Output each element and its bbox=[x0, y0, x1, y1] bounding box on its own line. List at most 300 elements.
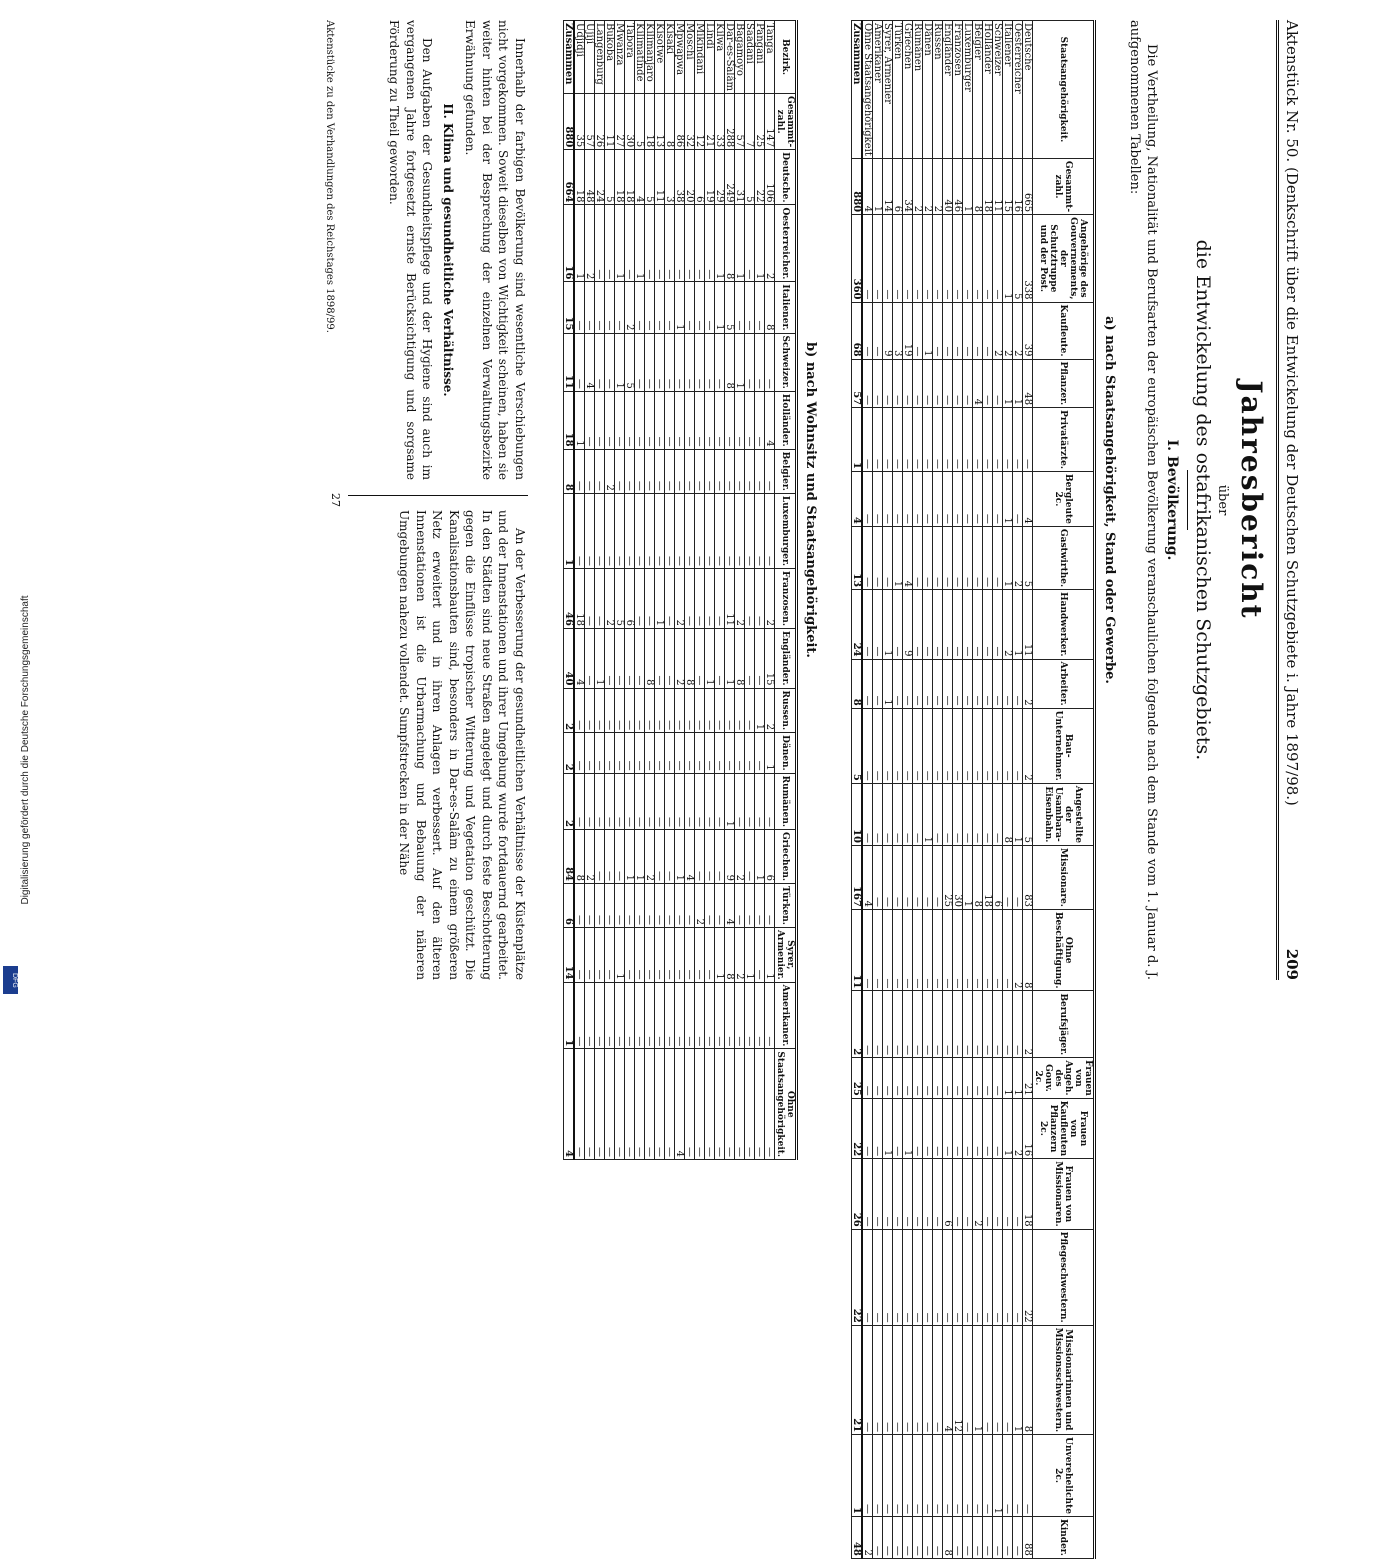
column-header: Unverehelichte 2c. bbox=[1033, 1435, 1095, 1517]
table-cell: — bbox=[973, 1098, 983, 1158]
table-cell: 2 bbox=[1013, 526, 1023, 589]
table-row bbox=[963, 21, 973, 1559]
table-cell: — bbox=[873, 1229, 883, 1325]
table-cell: — bbox=[913, 659, 923, 708]
table-cell: 1 bbox=[973, 1325, 983, 1434]
table-cell: — bbox=[615, 628, 625, 688]
table-cell: — bbox=[1003, 909, 1013, 991]
table-cell: 25 bbox=[943, 846, 953, 910]
row-label: Syrer, Armenier bbox=[883, 21, 893, 159]
table-cell: — bbox=[963, 783, 973, 845]
table-cell: — bbox=[755, 449, 765, 493]
table-cell: — bbox=[883, 991, 893, 1058]
table-cell: — bbox=[983, 590, 993, 659]
table-cell: 1 bbox=[735, 205, 745, 282]
table-cell: 1 bbox=[615, 205, 625, 282]
table-cell: — bbox=[665, 1049, 675, 1160]
table-cell: — bbox=[873, 1325, 883, 1434]
table-cell: — bbox=[695, 493, 705, 568]
table-cell: 27 bbox=[615, 94, 625, 150]
table-cell: — bbox=[635, 333, 645, 391]
table-cell: — bbox=[585, 1049, 595, 1160]
table-cell: — bbox=[913, 783, 923, 845]
table-cell: — bbox=[862, 708, 873, 783]
table-cell: — bbox=[963, 1229, 973, 1325]
table-cell: — bbox=[893, 1229, 903, 1325]
table-cell: — bbox=[903, 215, 913, 302]
row-label: Rumänen bbox=[913, 21, 923, 159]
table-cell: — bbox=[983, 1058, 993, 1099]
column-header: Russen. bbox=[775, 688, 797, 733]
table-cell: — bbox=[862, 302, 873, 359]
table-cell: 8 bbox=[665, 94, 675, 150]
table-cell: — bbox=[923, 215, 933, 302]
table-cell: 2 bbox=[1003, 590, 1013, 659]
table-cell: — bbox=[635, 982, 645, 1049]
table-cell: — bbox=[675, 205, 685, 282]
table-cell: — bbox=[1003, 408, 1013, 472]
table-cell: — bbox=[645, 927, 655, 982]
table-cell: 6 bbox=[625, 569, 635, 629]
table-cell: — bbox=[862, 215, 873, 302]
table-cell: — bbox=[735, 282, 745, 333]
table-cell: — bbox=[963, 471, 973, 526]
table-cell: — bbox=[735, 884, 745, 928]
row-label: Franzosen bbox=[953, 21, 963, 159]
table-cell: 8 bbox=[1023, 1325, 1033, 1434]
table-cell: — bbox=[873, 846, 883, 910]
table-cell: — bbox=[953, 991, 963, 1058]
table-cell: — bbox=[755, 282, 765, 333]
table-cell: — bbox=[745, 493, 755, 568]
table-cell: 5 bbox=[605, 150, 615, 205]
table-cell: 18 bbox=[983, 158, 993, 214]
table-row bbox=[913, 21, 923, 1559]
table-cell: — bbox=[595, 688, 605, 733]
table-cell: — bbox=[913, 590, 923, 659]
table-cell: — bbox=[893, 1058, 903, 1099]
table-cell: — bbox=[745, 884, 755, 928]
table-cell: 1 bbox=[1013, 783, 1023, 845]
column-header: Angestellte der Usambara-Eisenbahn. bbox=[1033, 783, 1095, 845]
table-cell: — bbox=[665, 628, 675, 688]
table-cell: — bbox=[615, 391, 625, 449]
row-label: Luxemburger bbox=[963, 21, 973, 159]
table-cell: — bbox=[993, 590, 1003, 659]
table-cell: — bbox=[862, 1159, 873, 1229]
table-cell: — bbox=[862, 471, 873, 526]
total-cell: 46 bbox=[564, 569, 575, 629]
table-cell: — bbox=[755, 927, 765, 982]
table-cell: — bbox=[913, 1098, 923, 1158]
column-header: Oesterreicher. bbox=[775, 205, 797, 282]
table-cell: — bbox=[862, 408, 873, 472]
row-label: Belgier bbox=[973, 21, 983, 159]
table-cell: — bbox=[745, 733, 755, 774]
table-cell: — bbox=[943, 659, 953, 708]
table-cell: — bbox=[735, 982, 745, 1049]
table-cell: — bbox=[1013, 708, 1023, 783]
table-cell: — bbox=[993, 1098, 1003, 1158]
table-cell: — bbox=[574, 282, 585, 333]
table-cell: 1 bbox=[963, 158, 973, 214]
row-label: Moschi bbox=[685, 21, 695, 94]
table-cell: — bbox=[903, 659, 913, 708]
table-cell: 2 bbox=[735, 569, 745, 629]
table-cell: — bbox=[933, 302, 943, 359]
table-cell: 2 bbox=[1013, 1098, 1023, 1158]
table-cell: — bbox=[574, 982, 585, 1049]
table-cell: — bbox=[735, 688, 745, 733]
table-cell: — bbox=[983, 359, 993, 408]
table-cell: — bbox=[665, 927, 675, 982]
table-b-caption: b) nach Wohnsitz und Staatsangehörigkeit. bbox=[803, 342, 818, 658]
table-cell: 2 bbox=[735, 830, 745, 884]
table-cell: — bbox=[923, 1435, 933, 1517]
table-cell: 11 bbox=[993, 158, 1003, 214]
table-cell: — bbox=[943, 590, 953, 659]
table-cell: — bbox=[635, 282, 645, 333]
table-cell: — bbox=[923, 991, 933, 1058]
table-cell: — bbox=[665, 982, 675, 1049]
column-header: Bezirk. bbox=[775, 21, 797, 94]
table-cell: — bbox=[862, 1229, 873, 1325]
table-row bbox=[983, 21, 993, 1559]
table-cell: — bbox=[873, 526, 883, 589]
table-cell: — bbox=[943, 215, 953, 302]
table-cell: — bbox=[873, 1058, 883, 1099]
table-cell: — bbox=[645, 333, 655, 391]
table-cell: — bbox=[933, 991, 943, 1058]
table-cell: — bbox=[963, 1058, 973, 1099]
table-cell: 86 bbox=[675, 94, 685, 150]
table-cell: 4 bbox=[765, 391, 775, 449]
table-cell: — bbox=[735, 493, 745, 568]
table-cell: 18 bbox=[574, 150, 585, 205]
total-cell: 84 bbox=[564, 830, 575, 884]
table-cell: — bbox=[705, 205, 715, 282]
table-cell: — bbox=[665, 333, 675, 391]
table-cell: — bbox=[735, 449, 745, 493]
table-cell: — bbox=[1003, 1159, 1013, 1229]
table-row bbox=[585, 21, 595, 1160]
table-cell: 1 bbox=[873, 158, 883, 214]
table-row bbox=[862, 21, 873, 1559]
table-cell: — bbox=[963, 909, 973, 991]
table-cell: — bbox=[923, 359, 933, 408]
table-cell: — bbox=[1013, 1159, 1023, 1229]
table-cell: 6 bbox=[893, 158, 903, 214]
table-cell: — bbox=[893, 708, 903, 783]
table-cell: — bbox=[983, 1325, 993, 1434]
table-cell: — bbox=[953, 1058, 963, 1099]
running-header-title: Aktenstück Nr. 50. (Denkschrift über die Entwickelung der Deutschen Schutzgebiete i. Jahre 1897/98.) bbox=[1283, 20, 1301, 806]
table-cell: — bbox=[665, 449, 675, 493]
table-cell: 3 bbox=[665, 150, 675, 205]
table-cell: 1 bbox=[574, 391, 585, 449]
table-cell: — bbox=[605, 773, 615, 829]
table-cell: — bbox=[685, 982, 695, 1049]
table-cell: 1 bbox=[755, 830, 765, 884]
table-cell: — bbox=[973, 708, 983, 783]
table-cell: — bbox=[983, 1229, 993, 1325]
table-cell: — bbox=[574, 449, 585, 493]
table-cell: — bbox=[615, 449, 625, 493]
table-cell: — bbox=[615, 688, 625, 733]
table-cell: — bbox=[705, 282, 715, 333]
table-cell: 5 bbox=[635, 94, 645, 150]
table-cell: — bbox=[873, 471, 883, 526]
total-cell: 18 bbox=[564, 391, 575, 449]
table-row bbox=[973, 21, 983, 1559]
table-cell: — bbox=[893, 1435, 903, 1517]
paragraph-colored-population: Innerhalb der farbigen Bevölkerung sind wesentliche Verschiebungen nicht vorgekommen. Soweit dieselben von Wichtigkeit scheinen, haben sie weiter hinten bei der Besprechung der einzelnen Verwaltungsbezirke Erwähnung gefunden. bbox=[463, 20, 527, 480]
table-cell: 5 bbox=[615, 569, 625, 629]
table-cell: — bbox=[635, 884, 645, 928]
table-cell: — bbox=[765, 884, 775, 928]
table-cell: — bbox=[615, 773, 625, 829]
table-cell: — bbox=[963, 1325, 973, 1434]
table-cell: — bbox=[665, 493, 675, 568]
table-cell: 4 bbox=[574, 628, 585, 688]
row-label: Holländer bbox=[983, 21, 993, 159]
table-cell: — bbox=[755, 628, 765, 688]
table-cell: — bbox=[755, 982, 765, 1049]
table-cell: — bbox=[953, 215, 963, 302]
table-cell: — bbox=[675, 982, 685, 1049]
table-cell: 4 bbox=[685, 830, 695, 884]
table-cell: — bbox=[645, 1049, 655, 1160]
table-cell: — bbox=[625, 391, 635, 449]
table-cell: — bbox=[993, 659, 1003, 708]
table-cell: 15 bbox=[765, 628, 775, 688]
table-cell: 1 bbox=[635, 830, 645, 884]
table-cell: — bbox=[973, 471, 983, 526]
table-district-nationality bbox=[563, 20, 798, 1160]
table-cell: — bbox=[933, 1098, 943, 1158]
table-cell: — bbox=[745, 628, 755, 688]
table-cell: 2 bbox=[765, 205, 775, 282]
table-cell: — bbox=[923, 1159, 933, 1229]
table-cell: — bbox=[655, 773, 665, 829]
table-cell: — bbox=[983, 1159, 993, 1229]
row-label: Türken bbox=[893, 21, 903, 159]
table-cell: 18 bbox=[625, 150, 635, 205]
table-cell: — bbox=[705, 733, 715, 774]
table-cell: — bbox=[903, 1325, 913, 1434]
table-cell: 6 bbox=[993, 846, 1003, 910]
table-cell: 2 bbox=[993, 302, 1003, 359]
table-cell: — bbox=[953, 1159, 963, 1229]
total-cell: 22 bbox=[852, 1098, 863, 1158]
table-cell: — bbox=[685, 688, 695, 733]
table-cell: — bbox=[645, 569, 655, 629]
total-cell: 22 bbox=[852, 1229, 863, 1325]
table-cell: — bbox=[645, 282, 655, 333]
table-cell: — bbox=[993, 471, 1003, 526]
table-cell: — bbox=[765, 1049, 775, 1160]
table-cell: — bbox=[605, 493, 615, 568]
table-cell: — bbox=[695, 205, 705, 282]
table-cell: — bbox=[745, 982, 755, 1049]
table-cell: 11 bbox=[655, 150, 665, 205]
table-cell: — bbox=[893, 1517, 903, 1559]
table-cell: 1 bbox=[625, 830, 635, 884]
table-row bbox=[745, 21, 755, 1160]
total-cell: 8 bbox=[852, 659, 863, 708]
table-cell: 18 bbox=[615, 150, 625, 205]
table-cell: — bbox=[725, 1049, 735, 1160]
table-cell: 8 bbox=[725, 927, 735, 982]
row-label: Ujiji bbox=[585, 21, 595, 94]
table-cell: — bbox=[903, 708, 913, 783]
table-cell: — bbox=[993, 359, 1003, 408]
table-row bbox=[873, 21, 883, 1559]
table-cell: 8 bbox=[1003, 783, 1013, 845]
table-cell: — bbox=[973, 590, 983, 659]
table-cell: — bbox=[585, 733, 595, 774]
table-cell: 1 bbox=[993, 1435, 1003, 1517]
row-label: Dänen bbox=[923, 21, 933, 159]
table-cell: — bbox=[645, 493, 655, 568]
column-header: Missionarinnen und Missionsschwestern. bbox=[1033, 1325, 1095, 1434]
table-cell: — bbox=[725, 982, 735, 1049]
total-cell: 15 bbox=[564, 282, 575, 333]
total-cell: 8 bbox=[564, 449, 575, 493]
table-cell: — bbox=[635, 733, 645, 774]
total-row bbox=[564, 21, 575, 1160]
total-cell: 1 bbox=[564, 982, 575, 1049]
table-cell: 20 bbox=[685, 150, 695, 205]
table-cell: — bbox=[585, 982, 595, 1049]
table-cell: — bbox=[963, 1435, 973, 1517]
table-cell: — bbox=[993, 708, 1003, 783]
table-cell: — bbox=[873, 783, 883, 845]
table-cell: 18 bbox=[1023, 1159, 1033, 1229]
total-cell: 4 bbox=[564, 1049, 575, 1160]
section-heading-climate: II. Klima und gesundheitliche Verhältnisse. bbox=[441, 103, 455, 397]
table-cell: — bbox=[913, 708, 923, 783]
running-header bbox=[1276, 20, 1302, 980]
table-cell: — bbox=[615, 282, 625, 333]
table-cell: — bbox=[705, 391, 715, 449]
text-column-left bbox=[386, 20, 528, 480]
table-cell: 57 bbox=[585, 94, 595, 150]
table-cell: — bbox=[745, 333, 755, 391]
table-cell: — bbox=[625, 884, 635, 928]
table-cell: 2 bbox=[862, 1517, 873, 1559]
total-cell: 1 bbox=[852, 1435, 863, 1517]
table-cell: — bbox=[862, 590, 873, 659]
table-cell: — bbox=[923, 1229, 933, 1325]
table-cell: — bbox=[595, 493, 605, 568]
table-row bbox=[574, 21, 585, 1160]
report-title-connector: über bbox=[1215, 484, 1230, 516]
table-a-body bbox=[852, 21, 1033, 1559]
table-cell: — bbox=[595, 733, 605, 774]
table-cell: — bbox=[574, 733, 585, 774]
table-cell: — bbox=[665, 688, 675, 733]
total-cell: 6 bbox=[564, 884, 575, 928]
table-cell: 24 bbox=[595, 150, 605, 205]
table-cell: 5 bbox=[625, 333, 635, 391]
table-cell: — bbox=[705, 688, 715, 733]
table-cell: — bbox=[685, 333, 695, 391]
table-cell: — bbox=[635, 391, 645, 449]
table-row bbox=[1003, 21, 1013, 1559]
table-cell: — bbox=[873, 1159, 883, 1229]
table-cell: — bbox=[625, 982, 635, 1049]
row-label: Dar-es-Salâm bbox=[725, 21, 735, 94]
table-cell: — bbox=[923, 408, 933, 472]
table-cell: — bbox=[963, 1517, 973, 1559]
table-a-caption: a) nach Staatsangehörigkeit, Stand oder Gewerbe. bbox=[1102, 316, 1117, 684]
table-cell: — bbox=[893, 1159, 903, 1229]
table-cell: — bbox=[973, 1435, 983, 1517]
table-cell: 1 bbox=[765, 927, 775, 982]
table-cell: 2 bbox=[625, 282, 635, 333]
table-cell: — bbox=[983, 991, 993, 1058]
row-label: Bagamoyo bbox=[735, 21, 745, 94]
table-cell: — bbox=[574, 927, 585, 982]
table-cell: — bbox=[675, 688, 685, 733]
table-cell: — bbox=[862, 783, 873, 845]
table-cell: — bbox=[913, 1325, 923, 1434]
table-cell: — bbox=[993, 1159, 1003, 1229]
table-cell: — bbox=[893, 408, 903, 472]
table-cell: — bbox=[883, 526, 893, 589]
table-cell: — bbox=[625, 927, 635, 982]
table-cell: 2 bbox=[695, 884, 705, 928]
table-cell: — bbox=[655, 205, 665, 282]
table-cell: — bbox=[715, 830, 725, 884]
table-cell: — bbox=[913, 302, 923, 359]
table-cell: 18 bbox=[645, 94, 655, 150]
table-cell: 13 bbox=[655, 94, 665, 150]
table-cell: — bbox=[695, 830, 705, 884]
table-cell: — bbox=[755, 569, 765, 629]
table-cell: — bbox=[695, 773, 705, 829]
row-label: Deutsche bbox=[1023, 21, 1033, 159]
total-cell: 16 bbox=[564, 205, 575, 282]
table-cell: — bbox=[605, 282, 615, 333]
table-row bbox=[645, 21, 655, 1160]
document-body bbox=[60, 0, 1310, 1556]
table-cell: 1 bbox=[574, 205, 585, 282]
table-cell: — bbox=[862, 526, 873, 589]
column-header: Bau-Unternehmer. bbox=[1033, 708, 1095, 783]
table-cell: — bbox=[715, 884, 725, 928]
table-cell: — bbox=[862, 359, 873, 408]
table-cell: — bbox=[715, 982, 725, 1049]
table-cell: 15 bbox=[1003, 158, 1013, 214]
table-b-header-row bbox=[775, 21, 797, 1160]
table-cell: — bbox=[1013, 471, 1023, 526]
table-cell: 1 bbox=[1003, 471, 1013, 526]
table-cell: — bbox=[715, 333, 725, 391]
table-cell: — bbox=[873, 302, 883, 359]
table-cell: — bbox=[963, 215, 973, 302]
table-cell: — bbox=[873, 359, 883, 408]
table-cell: 1 bbox=[893, 526, 903, 589]
table-cell: — bbox=[1003, 991, 1013, 1058]
table-cell: 1 bbox=[675, 282, 685, 333]
table-row bbox=[765, 21, 775, 1160]
table-cell: — bbox=[993, 783, 1003, 845]
table-cell: 5 bbox=[725, 282, 735, 333]
table-cell: — bbox=[893, 991, 903, 1058]
table-cell: 2 bbox=[675, 569, 685, 629]
